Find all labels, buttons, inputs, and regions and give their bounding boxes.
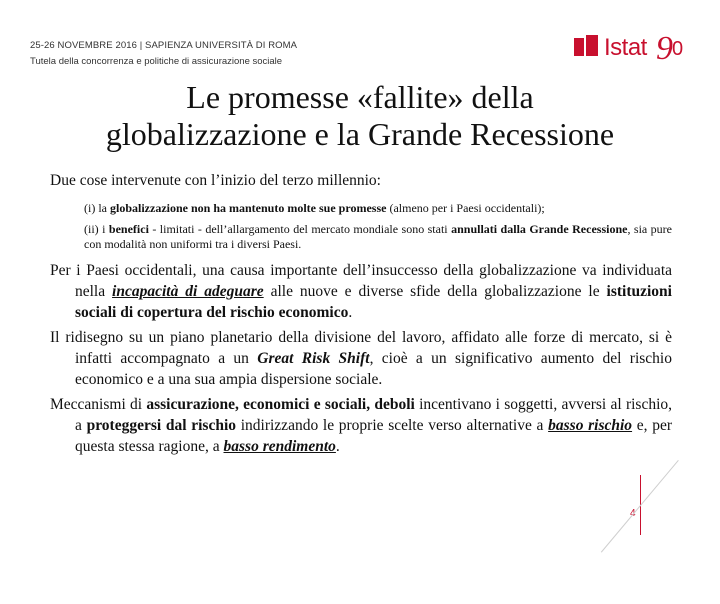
para1-emphasis-incapacita: incapacità di adeguare xyxy=(112,283,264,300)
para2-text-a: Il ridisegno su un piano planetario della divisione del lavoro, affidato alle forze di mercato, si è infatti accompagnato a un xyxy=(50,329,672,367)
para3-emphasis-proteggersi: proteggersi dal rischio xyxy=(86,417,237,434)
title-line-1: Le promesse «fallite» della xyxy=(186,79,534,115)
para2-emphasis-great-risk-shift: Great Risk Shift xyxy=(257,350,370,367)
logo-mark-left xyxy=(574,38,584,56)
logo-word: Istat xyxy=(604,34,647,61)
sub-point-1 xyxy=(84,201,672,216)
logo-number-9: 9 xyxy=(656,30,673,67)
para1-text-e: . xyxy=(348,304,353,321)
sub2-text-e: , sia pure con modalità non uniformi tra i diversi Paesi. xyxy=(84,222,673,251)
para3-text-i: . xyxy=(335,438,340,455)
para3-emphasis-basso-rischio: basso rischio xyxy=(548,417,633,434)
sub-point-2 xyxy=(84,222,672,252)
paragraph-1 xyxy=(50,260,672,323)
paragraph-2 xyxy=(50,327,672,390)
logo-number-0: 0 xyxy=(672,38,684,60)
para3-text-a: Meccanismi di xyxy=(50,396,147,413)
sub1-text-c: (almeno per i Paesi occidentali); xyxy=(386,201,545,215)
slide-body xyxy=(50,170,672,457)
header-event-line: 25-26 NOVEMBRE 2016 | SAPIENZA UNIVERSITÀ DI ROMA xyxy=(30,40,298,51)
corner-decoration xyxy=(601,460,720,604)
para1-text-a: Per i Paesi occidentali, una causa importante dell’insuccesso della globalizzazione va individuata nella xyxy=(50,262,672,300)
paragraph-3 xyxy=(50,394,672,457)
istat-logo xyxy=(574,32,694,72)
para3-text-e: indirizzando le proprie scelte verso alternative a xyxy=(236,417,549,434)
sub1-text-a: (i) la xyxy=(84,201,110,215)
sub2-emphasis-annullati: annullati dalla Grande Recessione xyxy=(451,222,628,236)
para2-text-c: , cioè a un significativo aumento del rischio economico e a una sua ampia dispersione sociale. xyxy=(75,350,672,388)
para3-text-c: incentivano i soggetti, avversi al rischio, a xyxy=(75,396,672,434)
para3-emphasis-assicurazione: assicurazione, economici e sociali, deboli xyxy=(146,396,415,413)
para3-text-g: e, per questa stessa ragione, a xyxy=(75,417,672,455)
title-line-2: globalizzazione e la Grande Recessione xyxy=(105,116,615,152)
sub1-emphasis: globalizzazione non ha mantenuto molte sue promesse xyxy=(110,201,387,215)
header-subtitle-line: Tutela della concorrenza e politiche di assicurazione sociale xyxy=(30,56,283,67)
sub2-text-a: (ii) i xyxy=(84,222,109,236)
logo-mark-right xyxy=(586,35,598,56)
slide-title xyxy=(40,79,680,153)
sub2-text-c: - limitati - dell’allargamento del mercato mondiale sono stati xyxy=(148,222,452,236)
para1-text-c: alle nuove e diverse sfide della globalizzazione le xyxy=(263,283,607,300)
para3-emphasis-basso-rendimento: basso rendimento xyxy=(223,438,336,455)
para1-emphasis-istituzioni: istituzioni sociali di copertura del rischio economico xyxy=(75,283,672,321)
page-number: 4 xyxy=(630,508,636,519)
sub2-emphasis-benefici: benefici xyxy=(108,222,149,236)
header xyxy=(30,40,297,67)
intro-paragraph: Due cose intervenute con l’inizio del terzo millennio: xyxy=(50,172,381,189)
